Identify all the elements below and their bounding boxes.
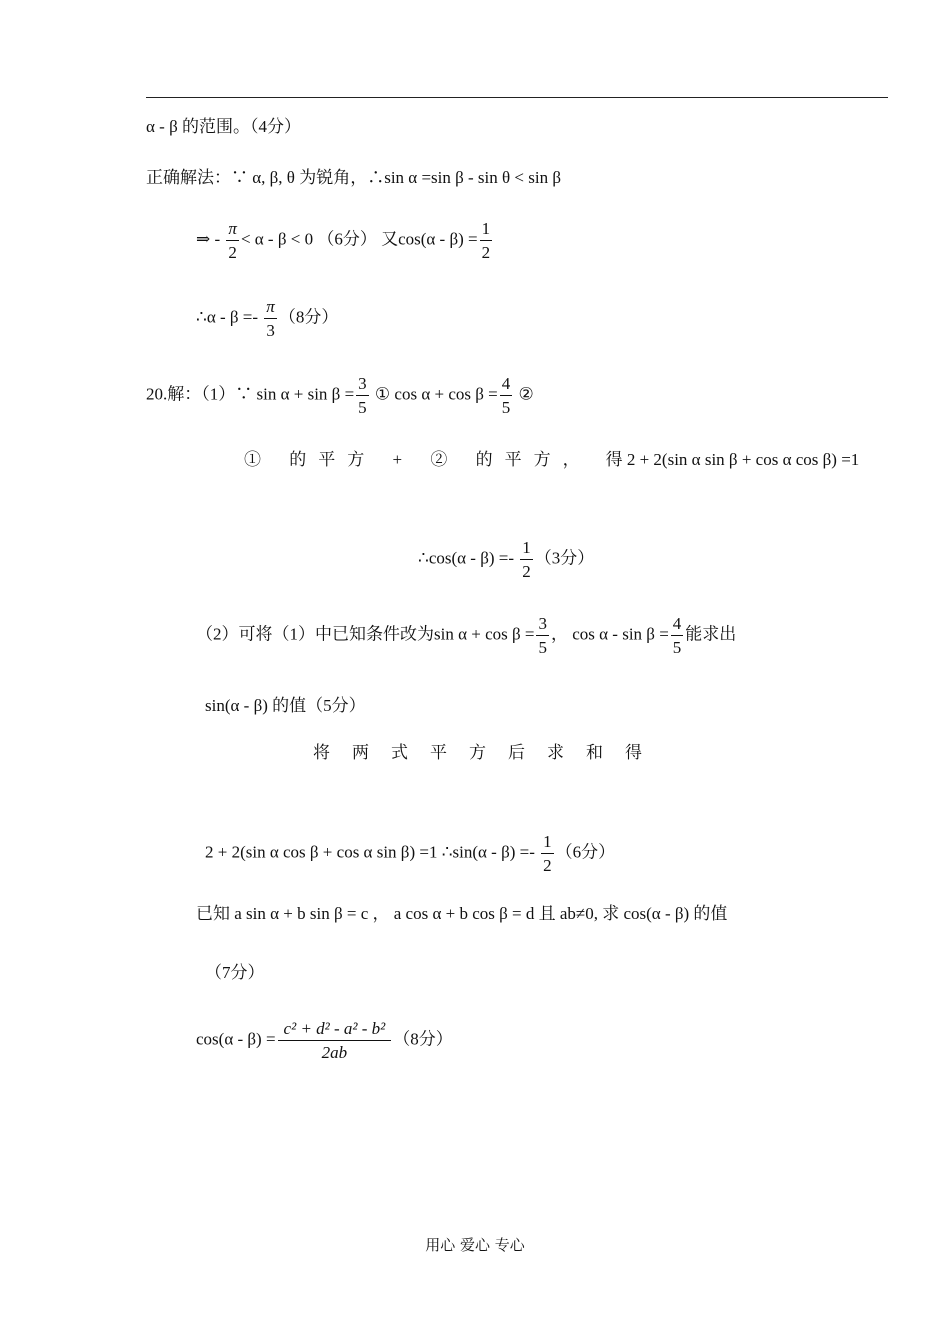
numerator: 4 [501,374,511,393]
denominator: 5 [500,395,513,416]
denominator: 2 [520,559,533,580]
line-inequality [196,220,494,261]
text: （8分） [278,307,339,327]
page-footer: 用心 爱心 专心 [425,1236,525,1254]
fraction [480,220,493,261]
line-given: 已知 a sin α + b sin β = c ， a cos α + b cos β = d 且 ab≠0, 求 cos(α - β) 的值 [196,904,728,923]
line-sum-squares: 将两式平方后求和得 [313,743,664,762]
fraction [541,833,554,874]
fraction [520,539,533,580]
numerator: π [228,219,237,238]
line-correct-solution: 正确解法：∵ α, β, θ 为锐角，∴sin α =sin β - sin θ < sin β [146,168,561,187]
line-squares [244,451,859,468]
numerator: 1 [522,538,531,557]
text: ② [514,384,534,404]
text: （2）可将（1）中已知条件改为sin α + cos β = [196,624,535,644]
line-result-3 [205,833,615,874]
text: ① cos α + cos β = [370,384,498,404]
line-final-formula [196,1020,453,1061]
denominator: 2 [541,853,554,874]
text: ① 的平方 + ② 的平方， [244,450,592,469]
fraction [264,298,277,339]
text: 20.解：（1）∵ sin α + sin β = [146,384,355,404]
numerator: 3 [358,374,367,393]
denominator: 5 [356,395,369,416]
text: ∴cos(α - β) =- [418,548,519,568]
header-rule [146,97,888,98]
numerator: 3 [538,614,547,633]
fraction [356,375,369,416]
text: （8分） [393,1029,453,1049]
denominator: 3 [264,318,277,339]
numerator: 1 [481,219,491,238]
denominator: 2 [480,240,493,261]
text: ⇒ - [196,229,225,249]
denominator: 2 [226,240,239,261]
fraction [536,615,549,656]
text: 2 + 2(sin α cos β + cos α sin β) =1 ∴sin(α - β) =- [205,842,540,862]
text: （3分） [534,548,595,568]
numerator: π [266,297,275,316]
fraction [671,615,684,656]
text: cos(α - β) = [196,1029,276,1049]
text: （6分） [555,842,616,862]
text: 能求出 [685,624,737,644]
line-score-7: （7分） [205,963,265,982]
line-result-1 [196,298,338,339]
denominator: 5 [536,635,549,656]
line-result-2 [418,539,594,580]
numerator: c² + d² - a² - b² [283,1019,386,1038]
text: ∴α - β =- [196,307,263,327]
fraction [226,220,239,261]
denominator: 5 [671,635,684,656]
denominator: 2ab [278,1040,392,1061]
line-sin-value: sin(α - β) 的值（5分） [205,696,366,715]
fraction [500,375,513,416]
numerator: 4 [672,614,682,633]
numerator: 1 [543,832,552,851]
line-problem-20 [146,375,534,416]
fraction [278,1020,392,1061]
text: ， cos α - sin β = [550,624,669,644]
text: 得 2 + 2(sin α sin β + cos α cos β) =1 [605,450,860,469]
line-range: α - β 的范围。（4分） [146,117,301,136]
line-part-2 [196,615,736,656]
text: < α - β < 0 （6分） 又cos(α - β) = [240,229,478,249]
